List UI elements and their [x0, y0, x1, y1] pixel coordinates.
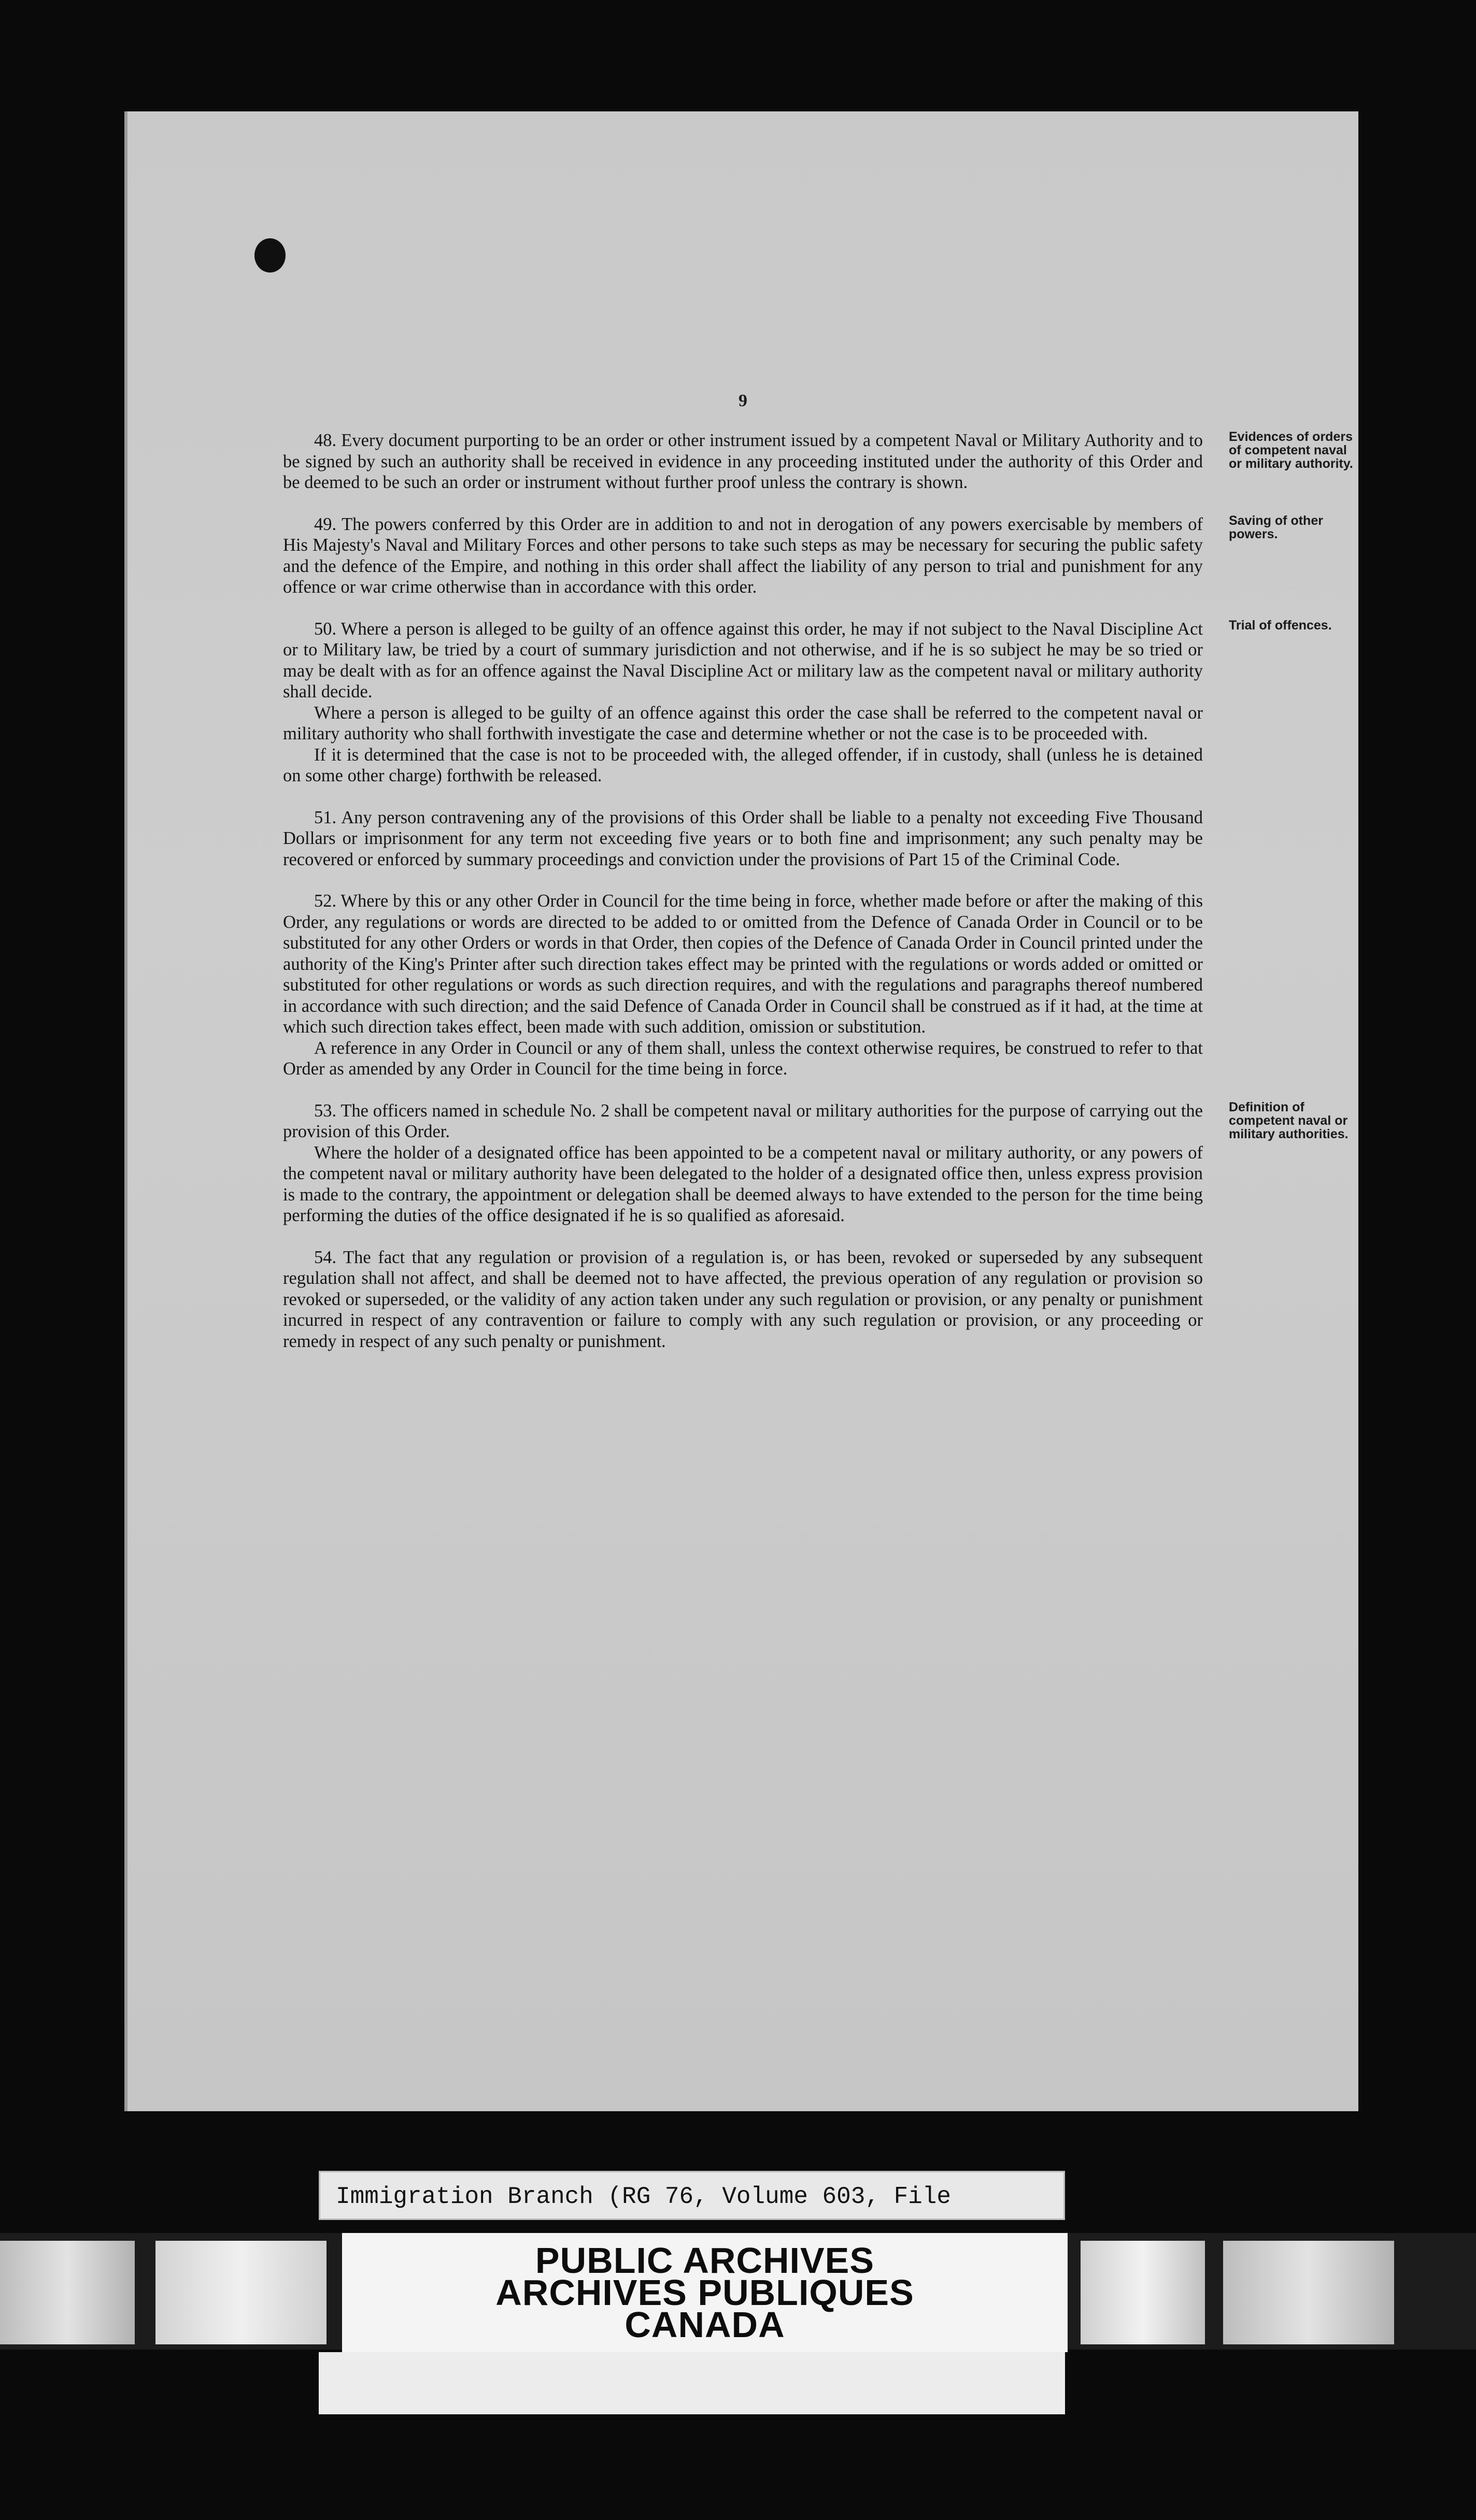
paragraph: A reference in any Order in Council or any of them shall, unless the context otherwise requires, be construed to refer to that Order as amended by any Order in Council for the time being in force.: [283, 1038, 1203, 1079]
paragraph: 49. The powers conferred by this Order are in addition to and not in derogation of any powers exercisable by members of His Majesty's Naval and Military Forces and other persons to take such steps as may be necessary for securing the public safety and the defence of the Empire, and nothing in this order shall affect the liability of any person to trial and punishment for any offence or war crime otherwise than in accordance with this order.: [283, 514, 1203, 597]
body-text: [283, 429, 1353, 1372]
margin-note: Definition of competent naval or military authorities.: [1229, 1099, 1349, 1141]
paragraph: If it is determined that the case is not to be proceeded with, the alleged offender, if in custody, shall (unless he is detained on some other charge) forthwith be released.: [283, 744, 1203, 785]
paragraph: 53. The officers named in schedule No. 2 shall be competent naval or military authorities for the purpose of carrying out the provision of this Order.: [283, 1100, 1203, 1141]
section-48: [283, 429, 1353, 493]
paragraph: 48. Every document purporting to be an order or other instrument issued by a competent Naval or Military Authority and to be signed by such an authority shall be received in evidence in any proceeding instituted under the authority of this Order and be deemed to be such an order or instrument without further proof unless the contrary is shown.: [283, 431, 1203, 492]
film-tab: [1223, 2241, 1394, 2344]
paragraph: 54. The fact that any regulation or provision of a regulation is, or has been, revoked or superseded by any subsequent regulation shall not affect, and shall be deemed not to have affected, the previous operation of any regulation or provision so revoked or superseded, or the validity of any action taken under any such regulation or provision, or any penalty or punishment incurred in respect of any contravention or failure to comply with any such regulation or provision, or any proceeding or remedy in respect of any such penalty or punishment.: [283, 1247, 1203, 1351]
blank-strip: [319, 2352, 1065, 2414]
stamp-line: CANADA: [625, 2304, 785, 2345]
section-53: [283, 1099, 1349, 1226]
film-tab: [155, 2241, 327, 2344]
section-52: [283, 891, 1203, 1080]
page-number: 9: [739, 391, 747, 410]
margin-note: Saving of other powers.: [1229, 513, 1323, 541]
paragraph: 51. Any person contravening any of the provisions of this Order shall be liable to a penalty not exceeding Five Thousand Dollars or imprisonment for any term not exceeding five years or to both fine and imprisonment; any such penalty may be recovered or enforced by summary proceedings and conviction under the provisions of Part 15 of the Criminal Code.: [283, 807, 1203, 869]
section-50: [283, 618, 1332, 786]
paragraph: 52. Where by this or any other Order in Council for the time being in force, whether made before or after the making of this Order, any regulations or words are directed to be added to or omitted from the Defence of Canada Order in Council or to be substituted for any other Orders or words in that Order, then copies of the Defence of Canada Order in Council printed under the authority of the King's Printer after such direction takes effect may be printed with the regulations or words added or omitted or substituted for other regulations or words as such direction requires, and with the regulations and paragraphs thereof numbered in accordance with such direction; and the said Defence of Canada Order in Council shall be construed as if it had, at the time at which such direction takes effect, been made with such addition, omission or substitution.: [283, 891, 1203, 1037]
margin-note: Evidences of orders of competent naval or military authority.: [1229, 429, 1353, 471]
section-54: [283, 1247, 1203, 1352]
section-49: [283, 513, 1323, 598]
film-tab: [1081, 2241, 1205, 2344]
paragraph: 50. Where a person is alleged to be guilty of an offence against this order, he may if not subject to the Naval Discipline Act or to Military law, be tried by a court of summary jurisdiction and not otherwise, and if he is so subject he may be so tried or may be dealt with as for an offence against the Naval Discipline Act or military law as the competent naval or military authority shall decide.: [283, 619, 1203, 701]
archive-reference-label: Immigration Branch (RG 76, Volume 603, File: [319, 2171, 1065, 2220]
archives-stamp: [342, 2233, 1068, 2352]
margin-note: Trial of offences.: [1229, 618, 1332, 633]
stamp-line: ARCHIVES PUBLIQUES: [495, 2272, 914, 2313]
punch-hole: [254, 238, 286, 273]
document-page: [124, 111, 1358, 2111]
section-51: [283, 807, 1203, 870]
paragraph: Where the holder of a designated office has been appointed to be a competent naval or military authority, or any powers of the competent naval or military authority have been delegated to the holder of a designated office then, unless express provision is made to the contrary, the appointment or delegation shall be deemed always to have extended to the person for the time being performing the duties of the office designated if he is so qualified as aforesaid.: [283, 1142, 1203, 1225]
paragraph: Where a person is alleged to be guilty of an offence against this order the case shall be referred to the competent naval or military authority who shall forthwith investigate the case and determine whether or not the case is to be proceeded with.: [283, 703, 1203, 743]
film-tab: [0, 2241, 135, 2344]
stamp-line: PUBLIC ARCHIVES: [535, 2240, 875, 2281]
